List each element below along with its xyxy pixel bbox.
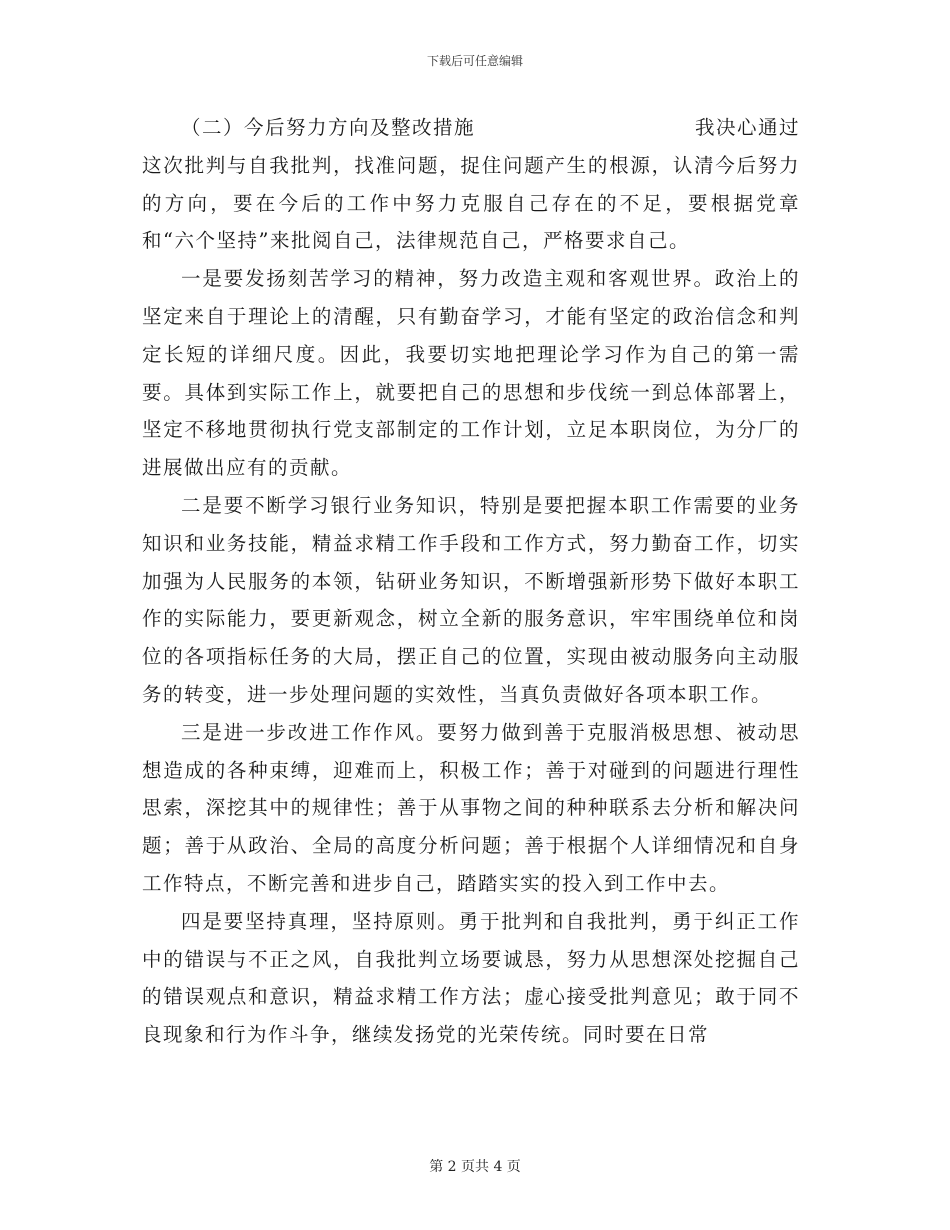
paragraph-1: 一是要发扬刻苦学习的精神，努力改造主观和客观世界。政治上的坚定来自于理论上的清醒，只有勤奋学习，才能有坚定的政治信念和判定长短的详细尺度。因此，我要切实地把理论学习作为自己的第一需要。具体到实际工作上，就要把自己的思想和步伐统一到总体部署上，坚定不移地贯彻执行党支部制定的工作计划，立足本职岗位，为分厂的进展做出应有的贡献。 [142, 267, 800, 480]
section-heading-line [142, 109, 800, 147]
paragraph-3: 三是进一步改进工作作风。要努力做到善于克服消极思想、被动思想造成的各种束缚，迎难而上，积极工作；善于对碰到的问题进行理性思索，深挖其中的规律性；善于从事物之间的种种联系去分析和解决问题；善于从政治、全局的高度分析问题；善于根据个人详细情况和自身工作特点，不断完善和进步自己，踏踏实实的投入到工作中去。 [142, 720, 800, 895]
page-header: 下载后可任意编辑 [426, 54, 523, 68]
document-body [142, 109, 800, 1054]
section-heading-tail: 我决心通过 [694, 116, 800, 139]
paragraph-4: 四是要坚持真理，坚持原则。勇于批判和自我批判，勇于纠正工作中的错误与不正之风，自我批判立场要诚恳，努力从思想深处挖掘自己的错误观点和意识，精益求精工作方法；虚心接受批判意见；敢于同不良现象和行为作斗争，继续发扬党的光荣传统。同时要在日常 [142, 909, 800, 1047]
paragraph-2: 二是要不断学习银行业务知识，特别是要把握本职工作需要的业务知识和业务技能，精益求精工作手段和工作方式，努力勤奋工作，切实加强为人民服务的本领，钻研业务知识，不断增强新形势下做好本职工作的实际能力，要更新观念，树立全新的服务意识，牢牢围绕单位和岗位的各项指标任务的大局，摆正自己的位置，实现由被动服务向主动服务的转变，进一步处理问题的实效性，当真负责做好各项本职工作。 [142, 493, 800, 706]
page-number: 第 2 页共 4 页 [429, 1159, 521, 1175]
intro-paragraph: 这次批判与自我批判，找准问题，捉住问题产生的根源，认清今后努力的方向，要在今后的工作中努力克服自己存在的不足，要根据党章和“六个坚持”来批阅自己，法律规范自己，严格要求自己。 [142, 153, 800, 253]
section-heading: （二）今后努力方向及整改措施 [181, 116, 476, 139]
